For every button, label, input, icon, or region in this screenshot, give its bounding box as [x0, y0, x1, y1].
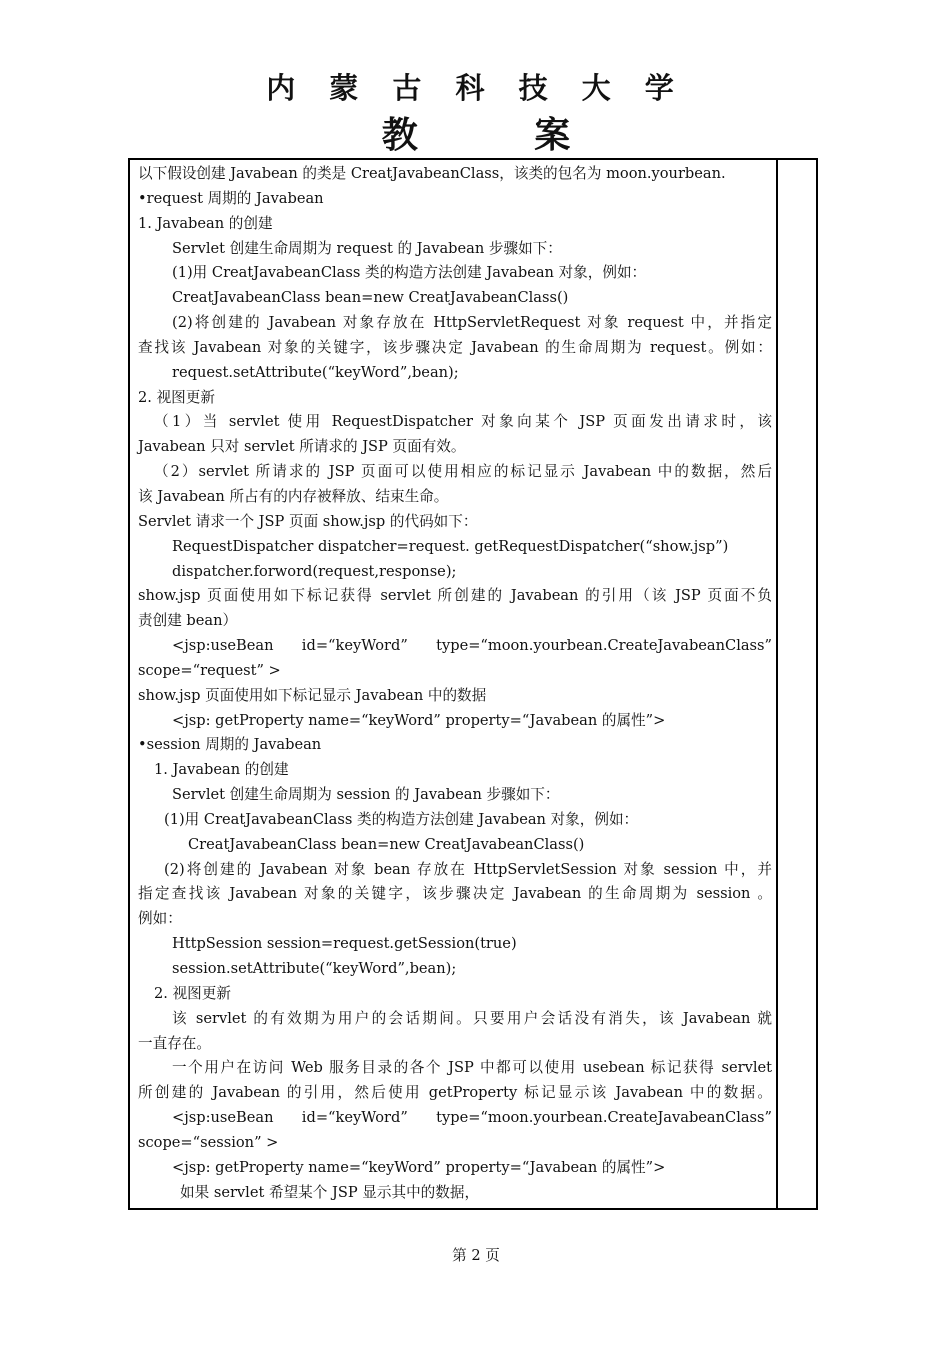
code-line: scope=“request” > [138, 661, 281, 679]
code-line: RequestDispatcher dispatcher=request. getRequestDispatcher(“show.jsp”) [172, 537, 729, 555]
code-line: scope=“session” > [138, 1133, 279, 1151]
section-heading: •session 周期的 Javabean [138, 736, 322, 754]
text-line: 例如： [138, 910, 182, 928]
right-margin-column-divider [776, 158, 778, 1210]
text-line: （2）servlet 所请求的 JSP 页面可以使用相应的标记显示 Javabean 中的数据，然后 [154, 463, 772, 481]
text-line: 该 servlet 的有效期为用户的会话期间。只要用户会话没有消失，该 Javabean 就 [172, 1009, 772, 1027]
text-line: 指定查找该 Javabean 对象的关键字，该步骤决定 Javabean 的生命周期为 session 。 [138, 885, 772, 903]
text-line: Servlet 请求一个 JSP 页面 show.jsp 的代码如下： [138, 512, 478, 530]
page-number: 第 2 页 [452, 1247, 500, 1264]
text-line: Servlet 创建生命周期为 session 的 Javabean 步骤如下： [172, 786, 560, 804]
code-line: <jsp: getProperty name=“keyWord” property=“Javabean 的属性”> [172, 711, 666, 729]
code-line: HttpSession session=request.getSession(true) [172, 935, 517, 953]
code-line: <jsp:useBean id=“keyWord” type=“moon.yourbean.CreateJavabeanClass” [172, 637, 772, 655]
code-line: CreatJavabeanClass bean=new CreatJavabeanClass() [188, 835, 585, 853]
text-line: 2. 视图更新 [138, 388, 215, 406]
text-line: Javabean 只对 servlet 所请求的 JSP 页面有效。 [138, 438, 466, 456]
code-line: <jsp:useBean id=“keyWord” type=“moon.yourbean.CreateJavabeanClass” [172, 1109, 772, 1127]
text-line: (2)将创建的 Javabean 对象存放在 HttpServletRequest 对象 request 中，并指定 [172, 314, 772, 332]
text-line: 查找该 Javabean 对象的关键字，该步骤决定 Javabean 的生命周期为 request。例如： [138, 338, 772, 356]
text-line: 2. 视图更新 [154, 984, 231, 1002]
text-line: (2)将创建的 Javabean 对象 bean 存放在 HttpServletSession 对象 session 中，并 [164, 860, 772, 878]
text-line: 该 Javabean 所占有的内存被释放、结束生命。 [138, 487, 449, 505]
code-line: session.setAttribute(“keyWord”,bean); [172, 960, 457, 977]
text-line: 如果 servlet 希望某个 JSP 显示其中的数据， [180, 1183, 480, 1201]
document-type-title: 教 案 [381, 114, 623, 156]
text-line: (1)用 CreatJavabeanClass 类的构造方法创建 Javabean 对象，例如： [172, 264, 647, 282]
text-line: (1)用 CreatJavabeanClass 类的构造方法创建 Javabean 对象，例如： [164, 810, 639, 828]
text-line: （1）当 servlet 使用 RequestDispatcher 对象向某个 JSP 页面发出请求时，该 [154, 413, 772, 431]
text-line: 责创建 bean） [138, 612, 238, 630]
code-line: dispatcher.forword(request,response); [172, 562, 457, 580]
lesson-content [138, 162, 772, 1205]
text-line: 一直存在。 [138, 1034, 211, 1052]
text-line: 1. Javabean 的创建 [154, 761, 289, 779]
text-line: 1. Javabean 的创建 [138, 214, 273, 232]
text-line: 一个用户在访问 Web 服务目录的各个 JSP 中都可以使用 usebean 标记获得 servlet [172, 1059, 772, 1077]
section-heading: •request 周期的 Javabean [138, 189, 324, 207]
code-line: <jsp: getProperty name=“keyWord” property=“Javabean 的属性”> [172, 1158, 666, 1176]
text-line: Servlet 创建生命周期为 request 的 Javabean 步骤如下： [172, 239, 562, 257]
university-title: 内 蒙 古 科 技 大 学 [266, 71, 686, 105]
text-line: 所创建的 Javabean 的引用，然后使用 getProperty 标记显示该 Javabean 中的数据。 [138, 1084, 772, 1102]
code-line: CreatJavabeanClass bean=new CreatJavabeanClass() [172, 289, 569, 307]
text-line: 以下假设创建 Javabean 的类是 CreatJavabeanClass，该类的包名为 moon.yourbean. [138, 165, 726, 182]
text-line: show.jsp 页面使用如下标记获得 servlet 所创建的 Javabean 的引用（该 JSP 页面不负 [138, 587, 772, 605]
text-line: show.jsp 页面使用如下标记显示 Javabean 中的数据 [138, 686, 487, 704]
code-line: request.setAttribute(“keyWord”,bean); [172, 363, 459, 381]
